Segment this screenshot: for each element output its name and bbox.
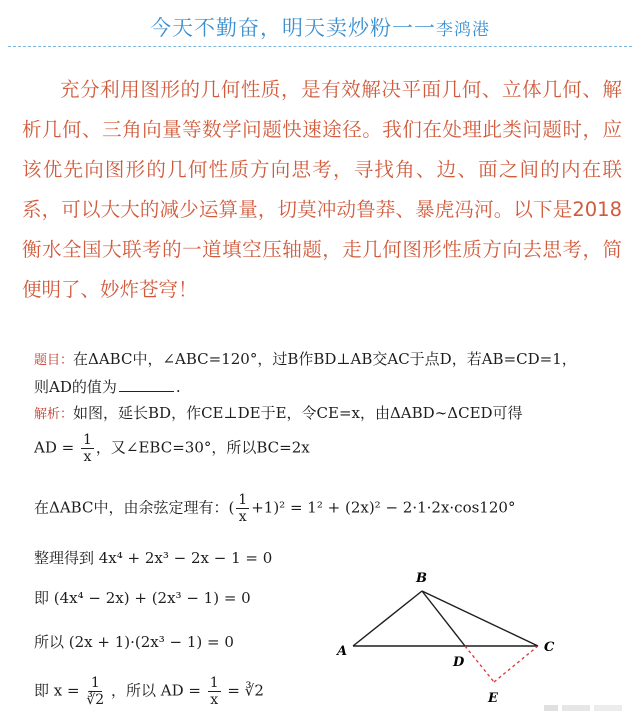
title-text: 今天不勤奋，明天卖炒粉一一 <box>150 16 436 40</box>
header <box>8 0 632 54</box>
label-e: E <box>488 691 498 706</box>
title-divider <box>8 46 632 47</box>
segment-de <box>465 646 494 682</box>
solution-step-5 <box>34 631 234 652</box>
question-text-2: 则AD的值为 <box>34 378 117 396</box>
question-line-2 <box>34 376 181 397</box>
label-d: D <box>453 655 465 670</box>
step6-fraction-1 <box>86 675 104 708</box>
step4-text: 即 (4x⁴ − 2x) + (2x³ − 1) = 0 <box>34 589 251 607</box>
step6-c: = ∛2 <box>227 681 264 700</box>
solution-text-1: 如图，延长BD，作CE⊥DE于E，令CE=x，由ΔABD∼ΔCED可得 <box>73 404 523 422</box>
intro-section <box>22 70 622 310</box>
solution-step-3 <box>34 547 272 568</box>
solution-step-6 <box>34 675 264 708</box>
question-tag: 题目： <box>34 353 74 368</box>
solution-step-4 <box>34 587 251 608</box>
solution-line-1 <box>34 402 523 423</box>
step6-b: ，所以 AD = <box>110 681 201 700</box>
step1-rest: ，又∠EBC=30°，所以BC=2x <box>95 438 310 457</box>
segment-ce <box>494 646 538 682</box>
segment-bd <box>422 591 465 646</box>
segment-bc <box>422 591 538 646</box>
geometry-diagram <box>330 564 590 714</box>
step6-num: 1 <box>90 675 100 691</box>
step1-lhs: AD = <box>34 438 75 457</box>
label-a: A <box>337 644 348 659</box>
step2-rest: +1)² = 1² + (2x)² − 2·1·2x·cos120° <box>251 498 516 517</box>
step2-pre: 在ΔABC中，由余弦定理有：( <box>34 498 235 517</box>
question-line-1 <box>34 348 577 369</box>
step6-den2: x <box>210 692 219 708</box>
step3-text: 整理得到 4x⁴ + 2x³ − 2x − 1 = 0 <box>34 549 273 567</box>
question-text-1: 在ΔABC中，∠ABC=120°，过B作BD⊥AB交AC于点D，若AB=CD=1， <box>73 350 577 368</box>
step2-fraction <box>236 492 249 525</box>
label-b: B <box>416 571 427 586</box>
step1-num: 1 <box>82 432 92 448</box>
watermark-logo <box>544 702 624 714</box>
step6-num2: 1 <box>209 675 219 691</box>
label-c: C <box>544 640 555 655</box>
solution-step-2 <box>34 492 515 525</box>
problem-image <box>0 332 640 722</box>
step6-a: 即 x = <box>34 681 80 700</box>
solution-step-1 <box>34 432 310 465</box>
step2-num: 1 <box>238 492 248 508</box>
step2-den: x <box>238 509 247 525</box>
question-period: . <box>175 378 181 396</box>
author-name: 李鸿港 <box>436 20 490 40</box>
step6-fraction-2 <box>208 675 221 708</box>
intro-paragraph: 充分利用图形的几何性质，是有效解决平面几何、立体几何、解析几何、三角向量等数学问题快速途径。我们在处理此类问题时，应该优先向图形的几何性质方向思考，寻找角、边、面之间的内在联系，可以大大的减少运算量，切莫冲动鲁莽、暴虎冯河。以下是2018衡水全国大联考的一道填空压轴题，走几何图形性质方向去思考，简便明了、妙炸苍穹！ <box>22 78 622 301</box>
solution-tag: 解析： <box>34 407 74 422</box>
step1-den: x <box>83 449 92 465</box>
step1-fraction <box>81 432 94 465</box>
step6-den: ∛2 <box>86 692 105 708</box>
page-title <box>8 12 632 42</box>
answer-blank <box>119 391 174 392</box>
step5-text: 所以 (2x + 1)·(2x³ − 1) = 0 <box>34 633 234 651</box>
segment-ab <box>353 591 422 646</box>
